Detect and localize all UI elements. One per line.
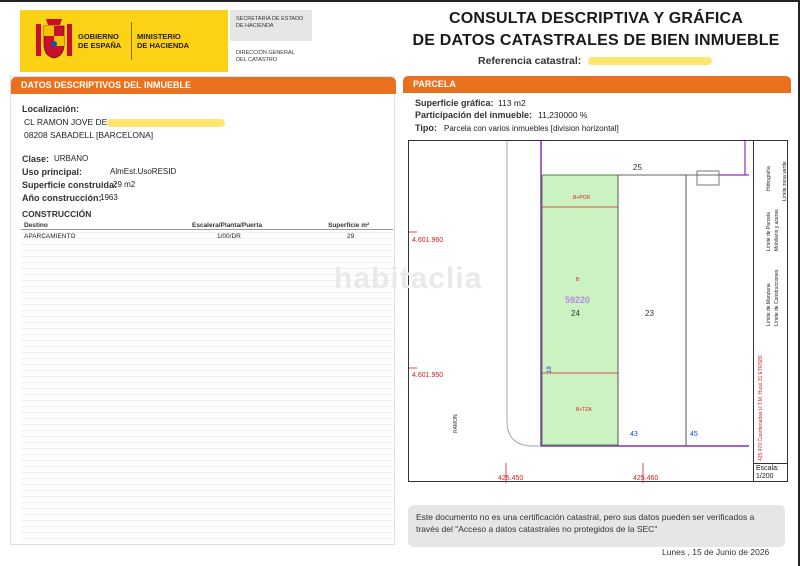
legend-item-parcela: Límite de Parcela: [766, 212, 772, 251]
address-line-1: [24, 117, 225, 127]
parcel-24-fill: [542, 175, 618, 445]
scale-label: Escala:: [756, 465, 779, 472]
parcela-section-title: PARCELA: [403, 76, 791, 93]
parcel-25-label: 25: [633, 163, 642, 172]
anio-label: Año construcción:: [22, 193, 102, 203]
coat-of-arms-icon: [34, 16, 74, 64]
plot-code-label: 59220: [565, 295, 591, 305]
parcela-panel: [403, 76, 791, 536]
legend-item-zona-verde: Límite zona verde: [782, 161, 788, 201]
bpor-label: B+POR: [573, 195, 591, 201]
disclaimer-note: Este documento no es una certificación catastral, pero sus datos pueden ser verificados a través del "Acceso a datos catastrales no protegidos de la SEC": [408, 505, 785, 547]
b-label: B: [576, 277, 580, 283]
cell-destino: APARCAMIENTO: [24, 233, 76, 240]
referencia-label: Referencia catastral:: [478, 55, 582, 67]
legend-item-construcciones: Límite de Construcciones: [774, 269, 780, 326]
cell-escalera: 1/00/DR: [217, 233, 241, 240]
inmueble-section-title: DATOS DESCRIPTIVOS DEL INMUEBLE: [11, 77, 396, 94]
legend-coordinates: 425.470 Coordenadas U.T.M. Huso 31 ETRS89: [758, 355, 764, 461]
small-construction: [697, 171, 719, 185]
sec-line-2: DE HACIENDA: [236, 23, 274, 29]
clase-value: URBANO: [54, 154, 89, 163]
construccion-title: CONSTRUCCIÓN: [22, 209, 92, 219]
tipo-label: Tipo:: [415, 123, 437, 133]
address-line-2: 08208 SABADELL [BARCELONA]: [24, 130, 154, 140]
parcel-23-label: 23: [645, 309, 654, 318]
address-street: CL RAMON JOVE DE: [24, 117, 108, 127]
header-escalera: Escalera/Planta/Puerta: [192, 222, 263, 229]
dir-line-1: DIRECCIÓN GENERAL: [236, 50, 295, 56]
cadastral-map: [408, 140, 788, 482]
table-header: [21, 221, 393, 230]
ministry-name: [137, 32, 189, 50]
scale-box: [753, 463, 788, 482]
secretaria-box: [230, 10, 312, 41]
gov-line-2: DE ESPAÑA: [78, 41, 122, 50]
document-title-line-1: CONSULTA DESCRIPTIVA Y GRÁFICA: [448, 10, 743, 27]
tipo-value: Parcela con varios inmuebles [division horizontal]: [444, 124, 619, 133]
anio-value: 1963: [100, 193, 118, 202]
participacion-value: 11,230000 %: [538, 110, 588, 120]
superficie-label: Superficie construida:: [22, 180, 118, 190]
document-title-line-2: DE DATOS CATASTRALES DE BIEN INMUEBLE: [412, 32, 780, 49]
street-name-label: RAMON: [453, 414, 459, 433]
legend-item-mobiliario: Mobiliario y aceras: [774, 209, 780, 251]
header-superficie: Superficie m²: [328, 222, 370, 229]
government-logo: [20, 10, 228, 72]
participacion-label: Participación del inmueble:: [415, 110, 533, 120]
clase-label: Clase:: [22, 154, 50, 164]
superficie-grafica-value: 113 m2: [498, 98, 526, 108]
parcel-24-label: 24: [571, 309, 580, 318]
sec-line-1: SECRETARÍA DE ESTADO: [236, 16, 304, 22]
uso-label: Uso principal:: [22, 167, 83, 177]
direccion-box: [230, 48, 312, 70]
label-45: 45: [690, 431, 698, 438]
scale-value: 1/200: [756, 473, 774, 480]
btza-label: B+TZA: [576, 407, 592, 413]
referencia-catastral: [478, 55, 712, 67]
coord-y2: 4.601.950: [412, 372, 444, 379]
government-name: [78, 32, 121, 50]
parcel-plan: [409, 141, 753, 483]
redacted-address: [107, 119, 225, 127]
coord-y1: 4.601.960: [412, 237, 444, 244]
label-43: 43: [630, 431, 638, 438]
label-18: 18: [547, 366, 553, 373]
dir-line-2: DEL CATASTRO: [236, 57, 278, 63]
uso-value: AlmEst.UsoRESID: [110, 167, 177, 176]
document-date: Lunes , 15 de Junio de 2026: [662, 547, 770, 557]
logo-divider: [131, 22, 132, 60]
legend-item-hidrografia: Hidrografía: [766, 166, 772, 191]
header-destino: Destino: [24, 222, 48, 229]
map-legend: [753, 141, 789, 463]
inmueble-panel: [10, 76, 395, 545]
min-line-1: MINISTERIO: [137, 32, 181, 41]
coord-x1: 425.450: [498, 475, 524, 482]
coord-x2: 425.460: [633, 475, 659, 482]
legend-item-manzana: Límite de Manzana: [766, 283, 772, 326]
redacted-reference: [588, 57, 712, 65]
gov-line-1: GOBIERNO: [78, 32, 119, 41]
watermark: habitaclia: [334, 262, 483, 295]
superficie-grafica-label: Superficie gráfica:: [415, 98, 494, 108]
cell-superficie: 29: [347, 233, 355, 240]
superficie-value: 29 m2: [113, 180, 136, 189]
min-line-2: DE HACIENDA: [137, 41, 190, 50]
localizacion-label: Localización:: [22, 104, 80, 114]
